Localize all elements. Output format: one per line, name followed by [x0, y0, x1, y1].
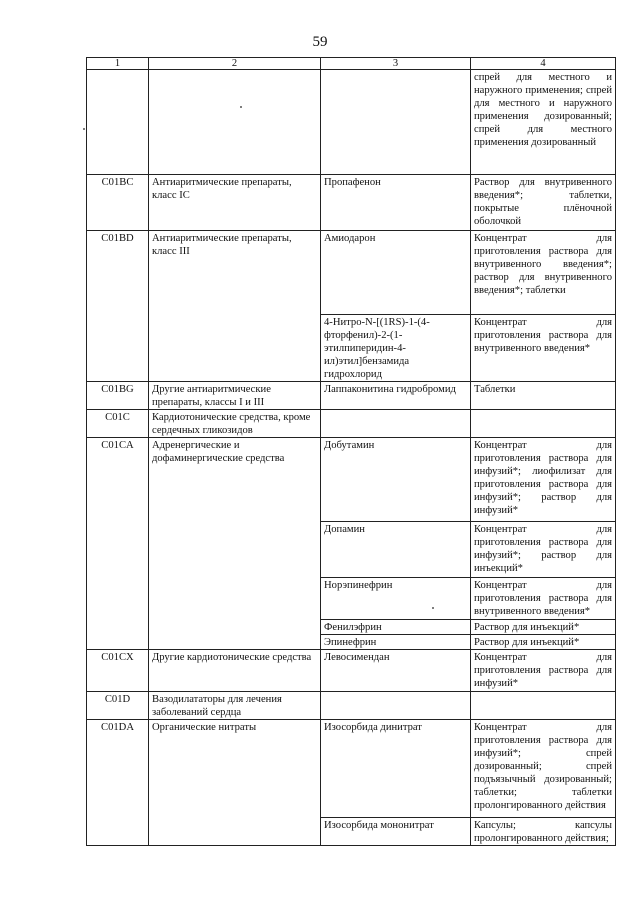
- group-name-cell: Органические нитраты: [149, 720, 321, 846]
- column-header: 2: [149, 58, 321, 70]
- group-name-cell: Другие кардиотонические средства: [149, 650, 321, 692]
- scan-speck: [83, 128, 85, 130]
- drug-name-cell: Лаппаконитина гидробромид: [321, 382, 471, 410]
- column-header: 1: [87, 58, 149, 70]
- dosage-form-cell: спрей для местного и наружного применения; спрей для местного и наружного применения дозированный; спрей для местного применения дозированный: [471, 70, 616, 175]
- drug-name-cell: [321, 70, 471, 175]
- scan-speck: [240, 106, 242, 108]
- dosage-form-cell: Раствор для инъекций*: [471, 620, 616, 635]
- dosage-form-cell: Концентрат для приготовления раствора для внутривенного введения*: [471, 578, 616, 620]
- dosage-form-cell: Концентрат для приготовления раствора для инфузий*: [471, 650, 616, 692]
- dosage-form-cell: Капсулы; капсулы пролонгированного действия;: [471, 818, 616, 846]
- dosage-form-cell: Раствор для внутривенного введения*; таблетки, покрытые плёночной оболочкой: [471, 175, 616, 231]
- table-row: [87, 650, 616, 692]
- dosage-form-cell: [471, 692, 616, 720]
- drug-name-cell: Добутамин: [321, 438, 471, 522]
- table-row: [87, 438, 616, 522]
- atc-code-cell: C01CX: [87, 650, 149, 692]
- table-header-row: [87, 58, 616, 70]
- drug-name-cell: [321, 692, 471, 720]
- atc-code-cell: C01BD: [87, 231, 149, 382]
- drug-name-cell: Эпинефрин: [321, 635, 471, 650]
- dosage-form-cell: Концентрат для приготовления раствора для инфузий*; спрей дозированный; спрей подъязычный дозированный; таблетки; таблетки пролонгированного действия: [471, 720, 616, 818]
- dosage-form-cell: Раствор для инъекций*: [471, 635, 616, 650]
- page-number: 59: [312, 34, 328, 50]
- atc-code-cell: C01C: [87, 410, 149, 438]
- atc-code-cell: C01D: [87, 692, 149, 720]
- table-row: [87, 692, 616, 720]
- group-name-cell: Кардиотонические средства, кроме сердечных гликозидов: [149, 410, 321, 438]
- drug-name-cell: Норэпинефрин: [321, 578, 471, 620]
- drug-table: [86, 57, 616, 846]
- drug-name-cell: 4-Нитро-N-[(1RS)-1-(4-фторфенил)-2-(1-этилпиперидин-4-ил)этил]бензамида гидрохлорид: [321, 315, 471, 382]
- dosage-form-cell: Концентрат для приготовления раствора для инфузий*; лиофилизат для приготовления раствора для инфузий*; раствор для инфузий*: [471, 438, 616, 522]
- drug-name-cell: Изосорбида динитрат: [321, 720, 471, 818]
- drug-name-cell: [321, 410, 471, 438]
- table-row: [87, 175, 616, 231]
- atc-code-cell: [87, 70, 149, 175]
- drug-name-cell: Допамин: [321, 522, 471, 578]
- group-name-cell: Другие антиаритмические препараты, классы I и III: [149, 382, 321, 410]
- dosage-form-cell: Таблетки: [471, 382, 616, 410]
- atc-code-cell: C01BG: [87, 382, 149, 410]
- table-row: [87, 70, 616, 175]
- drug-name-cell: Левосимендан: [321, 650, 471, 692]
- column-header: 3: [321, 58, 471, 70]
- drug-name-cell: Пропафенон: [321, 175, 471, 231]
- dosage-form-cell: Концентрат для приготовления раствора для внутривенного введения*; раствор для внутривенного введения*; таблетки: [471, 231, 616, 315]
- table-row: [87, 720, 616, 818]
- scan-speck: [432, 607, 434, 609]
- dosage-form-cell: Концентрат для приготовления раствора для инфузий*; раствор для инъекций*: [471, 522, 616, 578]
- atc-code-cell: C01DA: [87, 720, 149, 846]
- group-name-cell: [149, 70, 321, 175]
- group-name-cell: Антиаритмические препараты, класс IC: [149, 175, 321, 231]
- group-name-cell: Вазодилататоры для лечения заболеваний сердца: [149, 692, 321, 720]
- table-row: [87, 410, 616, 438]
- table-row: [87, 231, 616, 315]
- column-header: 4: [471, 58, 616, 70]
- drug-name-cell: Фенилэфрин: [321, 620, 471, 635]
- drug-name-cell: Изосорбида мононитрат: [321, 818, 471, 846]
- dosage-form-cell: [471, 410, 616, 438]
- atc-code-cell: C01CA: [87, 438, 149, 650]
- atc-code-cell: C01BC: [87, 175, 149, 231]
- dosage-form-cell: Концентрат для приготовления раствора для внутривенного введения*: [471, 315, 616, 382]
- group-name-cell: Адренергические и дофаминергические средства: [149, 438, 321, 650]
- group-name-cell: Антиаритмические препараты, класс III: [149, 231, 321, 382]
- table-row: [87, 382, 616, 410]
- drug-name-cell: Амиодарон: [321, 231, 471, 315]
